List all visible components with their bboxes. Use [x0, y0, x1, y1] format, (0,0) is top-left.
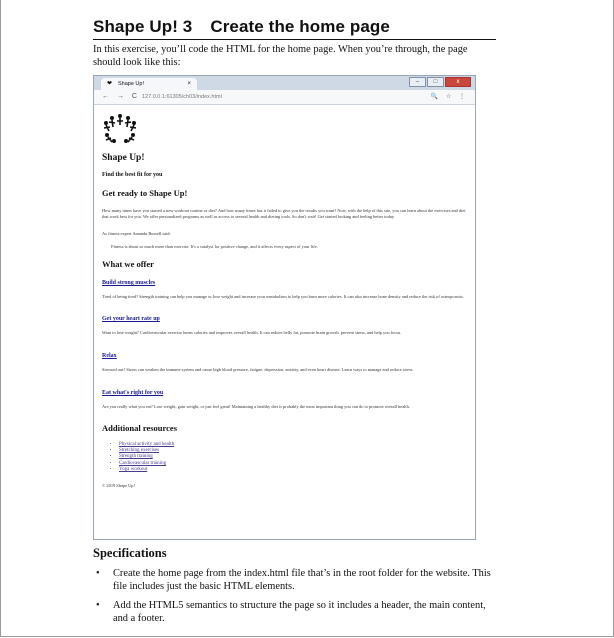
url-field[interactable]: 127.0.0.1:61305/ch03/index.html — [142, 94, 222, 100]
close-button[interactable]: x — [445, 77, 471, 87]
exercise-title: Create the home page — [210, 17, 390, 36]
minimize-button[interactable]: – — [409, 77, 426, 87]
quote-intro: As fitness expert Amanda Russell said: — [102, 231, 171, 236]
resource-link[interactable]: • Stretching exercises — [119, 448, 174, 454]
browser-tab[interactable] — [101, 78, 197, 90]
resource-link[interactable]: • Strength training — [119, 454, 174, 460]
maximize-button[interactable]: □ — [427, 77, 444, 87]
specification-item: • Create the home page from the index.html file that’s in the root folder for the website. This file includes just the basic HTML elements. — [96, 567, 496, 593]
offer-text: Stressed out? Stress can weaken the immune system and cause high blood pressure, fatigue, depression, anxiety, and even heart disease. Learn ways to manage and reduce stress. — [102, 367, 414, 372]
tab-close-icon[interactable]: × — [187, 81, 191, 87]
site-tagline: Find the best fit for you — [102, 172, 163, 178]
specifications-heading: Specifications — [93, 546, 167, 560]
shape-up-logo-icon — [100, 112, 140, 146]
resources-list — [111, 442, 174, 473]
site-title: Shape Up! — [102, 153, 145, 163]
offer-text: Are you really what you eat? Lose weight, gain weight, or just feel great! Maintaining a healthy diet is probably the most important thing you can do to promote overall health. — [102, 404, 410, 409]
browser-tab-bar — [94, 76, 475, 90]
offer-text: Want to lose weight? Cardiovascular exercise burns calories and improves overall health. It can reduce belly fat, promote brain growth, prevent stress, and help you focus. — [102, 330, 402, 335]
offer-link[interactable]: Relax — [102, 353, 117, 359]
exercise-number: Shape Up! 3 — [93, 17, 193, 36]
browser-screenshot — [93, 75, 476, 540]
intro-text: In this exercise, you’ll code the HTML for the home page. When you’re through, the page should look like this: — [93, 44, 468, 68]
favicon-icon: ❤ — [107, 81, 113, 87]
exercise-heading — [93, 17, 390, 37]
heading-rule — [93, 39, 496, 40]
toolbar-icons[interactable]: 🔍 ☆ ⋮ — [430, 94, 468, 100]
quote: Fitness is about so much more than exercise. It's a catalyst for positive change, and it affects every aspect of your life. — [111, 244, 318, 249]
offer-text: Tired of being tired? Strength training can help you manage or lose weight and increase your metabolism to help you burn more calories. It can also increase bone density and reduce the risk of osteoporosis. — [102, 294, 464, 299]
offer-link[interactable]: Build strong muscles — [102, 280, 156, 286]
resource-link[interactable]: • Physical activity and health — [119, 442, 174, 448]
address-bar — [94, 90, 475, 105]
resource-link[interactable]: • Yoga workout — [119, 467, 174, 473]
main-heading: Get ready to Shape Up! — [102, 188, 188, 198]
offer-heading: What we offer — [102, 259, 154, 269]
specification-item: • Add the HTML5 semantics to structure the page so it includes a header, the main content, and a footer. — [96, 599, 496, 625]
intro-paragraph: How many times have you started a new workout routine or diet? And how many times has it failed to give you the results you want? Now, with the help of this site, you can learn about the exercises and diet that work best for you. We offer personalized programs as well as access to several health and dieting tools. So don't wait! Get started looking and feeling better today. — [102, 208, 466, 219]
window-buttons — [408, 77, 471, 86]
resource-link[interactable]: • Cardiovascular training — [119, 461, 174, 467]
tab-title: Shape Up! — [118, 81, 144, 87]
resources-heading: Additional resources — [102, 423, 178, 433]
nav-buttons-icon[interactable]: ← → C — [102, 93, 140, 100]
web-page — [94, 105, 475, 539]
offer-link[interactable]: Eat what's right for you — [102, 390, 164, 396]
specifications-list — [96, 567, 496, 631]
offer-link[interactable]: Get your heart rate up — [102, 316, 160, 322]
site-footer: © 2019 Shape Up! — [102, 483, 135, 488]
